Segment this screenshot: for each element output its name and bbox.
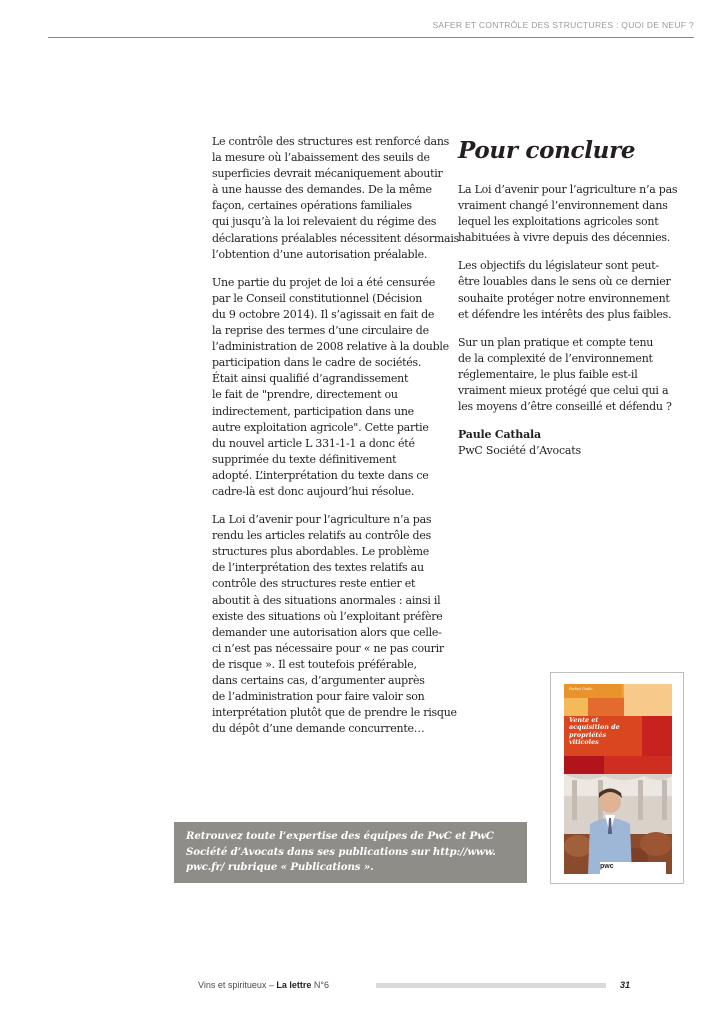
conclusion-line: vraiment mieux protégé que celui qui a: [458, 384, 669, 398]
pwc-logo: pwc: [600, 863, 614, 870]
conclusion-line: lequel les exploitations agricoles sont: [458, 215, 659, 229]
page-number: 31: [619, 980, 630, 990]
footer-publication: [198, 980, 329, 990]
conclusion-line: habituées à vivre depuis des décennies.: [458, 231, 670, 245]
cover-title-line: viticoles: [569, 738, 599, 747]
paragraph-line: déclarations préalables nécessitent désormais: [212, 231, 460, 245]
paragraph-line: cadre-là est donc aujourd’hui résolue.: [212, 484, 415, 498]
cover-artwork: [564, 684, 672, 874]
callout-line: pwc.fr/ rubrique « Publications ».: [186, 861, 374, 873]
paragraph-line: structures plus abordables. Le problème: [212, 545, 430, 559]
cover-series-label: Pocket Guide: [569, 687, 593, 691]
conclusion-line: La Loi d’avenir pour l’agriculture n’a pas: [458, 183, 678, 196]
cover-illustration: [564, 684, 672, 874]
cover-title: [569, 717, 641, 747]
paragraph-line: interprétation plutôt que de prendre le risque: [212, 706, 457, 720]
author-name: Paule Cathala: [458, 428, 541, 442]
paragraph-line: la mesure où l’abaissement des seuils de: [212, 151, 430, 165]
paragraph-line: de l’administration pour faire valoir son: [212, 690, 425, 704]
paragraph-1: [212, 134, 460, 263]
paragraph-line: indirectement, participation dans une: [212, 404, 414, 418]
conclusion-line: de la complexité de l’environnement: [458, 351, 653, 365]
paragraph-line: par le Conseil constitutionnel (Décision: [212, 291, 423, 305]
conclusion-paragraph-2: [458, 258, 690, 322]
paragraph-line: superficies devrait mécaniquement aboutir: [212, 167, 443, 181]
conclusion-line: souhaite protéger notre environnement: [458, 291, 670, 305]
paragraph-line: à une hausse des demandes. De la même: [212, 183, 432, 197]
callout-line: Société d’Avocats dans ses publications sur http://www.: [186, 845, 496, 858]
paragraph-line: existe des situations où l’exploitant préfère: [212, 609, 443, 623]
footer-issue: N°6: [311, 980, 330, 990]
paragraph-line: le fait de "prendre, directement ou: [212, 388, 398, 402]
paragraph-line: façon, certaines opérations familiales: [212, 199, 412, 213]
footer-publication-bold: La lettre: [276, 980, 312, 990]
footer-bar: [376, 983, 606, 988]
cover-title-line: propriétés: [569, 730, 607, 739]
conclusion-line: Les objectifs du législateur sont peut-: [458, 259, 659, 273]
cover-title-line: acquisition de: [569, 723, 620, 732]
paragraph-3: [212, 512, 457, 737]
paragraph-line: Le contrôle des structures est renforcé dans: [212, 135, 450, 148]
conclusion-paragraph-1: [458, 182, 690, 246]
paragraph-line: contrôle des structures reste entier et: [212, 577, 416, 591]
paragraph-line: aboutit à des situations anormales : ainsi il: [212, 593, 441, 607]
paragraph-line: de risque ». Il est toutefois préférable,: [212, 657, 417, 671]
conclusion-line: les moyens d’être conseillé et défendu ?: [458, 400, 672, 414]
book-cover: [550, 672, 684, 884]
running-header-title: SAFER ET CONTRÔLE DES STRUCTURES : QUOI DE NEUF ?: [432, 20, 694, 30]
conclusion-line: Sur un plan pratique et compte tenu: [458, 335, 654, 349]
paragraph-line: Était ainsi qualifié d’agrandissement: [212, 372, 409, 386]
paragraph-line: rendu les articles relatifs au contrôle des: [212, 529, 432, 543]
paragraph-line: ci n’est pas nécessaire pour « ne pas courir: [212, 641, 444, 655]
paragraph-line: du nouvel article L 331-1-1 a donc été: [212, 436, 415, 450]
conclusion-line: réglementaire, le plus faible est-il: [458, 367, 638, 381]
page-footer: [198, 980, 630, 992]
footer-publication-name: Vins et spiritueux –: [198, 980, 277, 990]
paragraph-line: participation dans le cadre de sociétés.: [212, 356, 422, 370]
paragraph-line: du dépôt d’une demande concurrente…: [212, 722, 425, 736]
header-rule: [48, 37, 694, 38]
paragraph-line: l’administration de 2008 relative à la double: [212, 340, 449, 354]
paragraph-line: la reprise des termes d’une circulaire de: [212, 324, 429, 338]
conclusion-line: être louables dans le sens où ce dernier: [458, 275, 671, 289]
paragraph-line: adopté. L’interprétation du texte dans ce: [212, 468, 429, 482]
paragraph-line: demander une autorisation alors que celle-: [212, 625, 442, 639]
paragraph-2: [212, 275, 449, 500]
paragraph-line: qui jusqu’à la loi relevaient du régime des: [212, 215, 437, 229]
conclusion-title: Pour conclure: [458, 137, 636, 164]
paragraph-line: Une partie du projet de loi a été censurée: [212, 275, 436, 289]
paragraph-line: La Loi d’avenir pour l’agriculture n’a pas: [212, 513, 432, 527]
callout-line: Retrouvez toute l’expertise des équipes de PwC et PwC: [186, 830, 494, 842]
conclusion-paragraph-3: [458, 335, 690, 415]
paragraph-line: supprimée du texte définitivement: [212, 452, 397, 466]
cover-title-line: Vente et: [569, 716, 599, 724]
conclusion-line: vraiment changé l’environnement dans: [458, 199, 668, 213]
paragraph-line: dans certains cas, d’argumenter auprès: [212, 674, 425, 687]
paragraph-line: autre exploitation agricole". Cette partie: [212, 420, 429, 434]
author-organization: PwC Société d’Avocats: [458, 444, 581, 458]
publications-callout: [174, 822, 527, 883]
paragraph-line: de l’interprétation des textes relatifs au: [212, 561, 424, 575]
paragraph-line: l’obtention d’une autorisation préalable.: [212, 247, 428, 261]
conclusion-line: et défendre les intérêts des plus faibles.: [458, 307, 672, 321]
left-column: [212, 134, 460, 749]
conclusion-column: [458, 134, 690, 459]
paragraph-line: du 9 octobre 2014). Il s’agissait en fait de: [212, 307, 435, 321]
